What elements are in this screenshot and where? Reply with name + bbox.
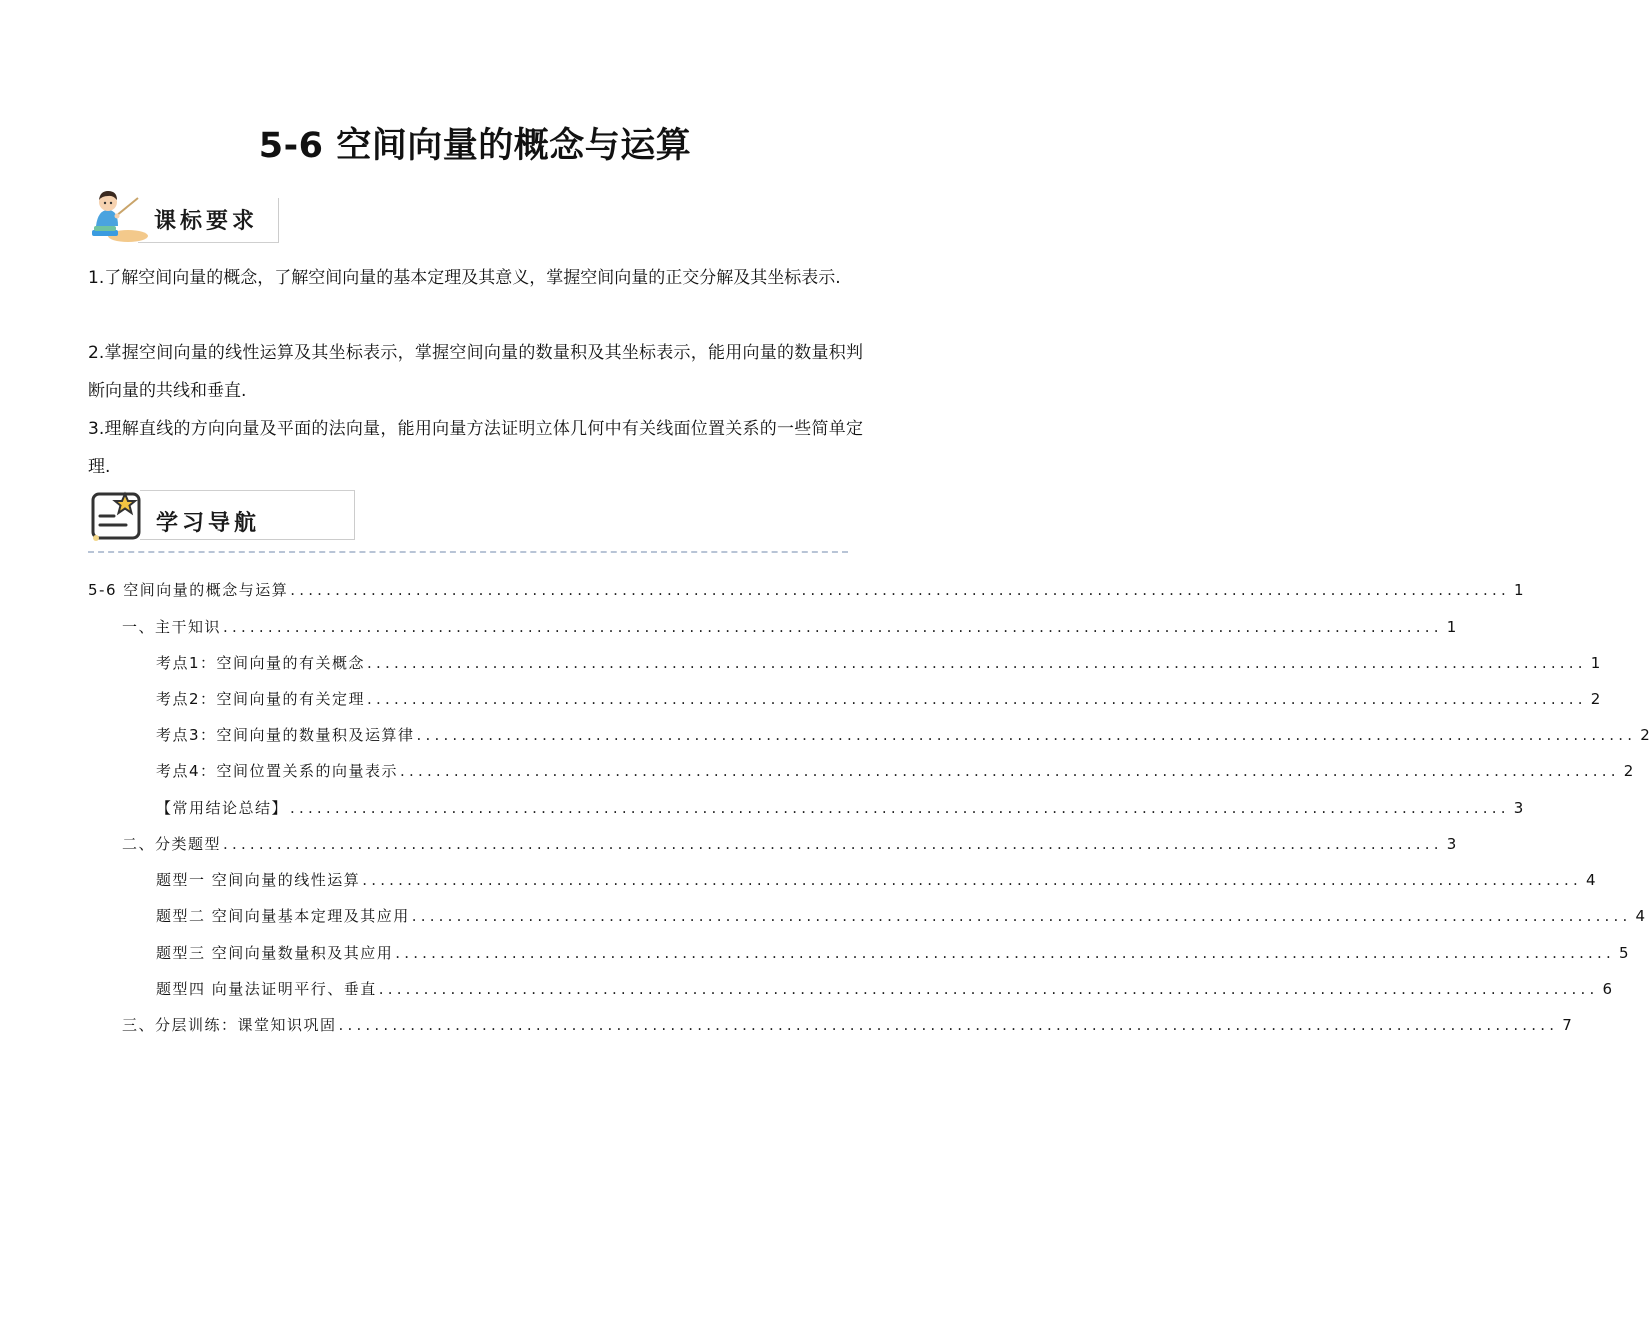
toc-entry[interactable] xyxy=(156,688,1601,710)
toc-entry[interactable] xyxy=(122,1014,1572,1036)
toc-entry[interactable] xyxy=(156,905,1645,927)
banner-label: 学习导航 xyxy=(156,510,261,536)
toc-leader: ........................................................................................................................................ xyxy=(411,907,1632,925)
toc-entry[interactable] xyxy=(156,797,1524,819)
toc-leader: ........................................................................................................................................ xyxy=(367,654,1587,672)
toc-entry-title: 【常用结论总结】 xyxy=(156,799,289,817)
notebook-star-icon xyxy=(88,488,148,552)
toc-entry[interactable] xyxy=(156,652,1601,674)
section-banner-requirements xyxy=(88,186,283,246)
requirement-item: 2.掌握空间向量的线性运算及其坐标表示，掌握空间向量的数量积及其坐标表示，能用向量的数量积判断向量的共线和垂直. xyxy=(88,343,863,401)
toc-page-number: 2 xyxy=(1640,726,1650,744)
toc-page-number: 3 xyxy=(1513,799,1524,817)
toc-entry-title: 考点4：空间位置关系的向量表示 xyxy=(156,762,399,780)
requirement-item: 3.理解直线的方向向量及平面的法向量，能用向量方法证明立体几何中有关线面位置关系的一些简单定理. xyxy=(88,419,863,477)
toc-entry-title: 一、主干知识 xyxy=(122,618,222,636)
toc-entry[interactable] xyxy=(88,579,1524,601)
toc-leader: ........................................................................................................................................ xyxy=(395,944,1615,962)
toc-entry-title: 考点2：空间向量的有关定理 xyxy=(156,690,366,708)
toc-entry-title: 二、分类题型 xyxy=(122,835,222,853)
toc-entry[interactable] xyxy=(122,616,1457,638)
toc-leader: ........................................................................................................................................ xyxy=(338,1016,1559,1034)
section-banner-guide xyxy=(88,488,358,548)
toc-entry[interactable] xyxy=(156,724,1650,746)
toc-entry-title: 5-6 空间向量的概念与运算 xyxy=(88,581,289,599)
toc-leader: ........................................................................................................................................ xyxy=(223,835,1443,853)
toc-page-number: 2 xyxy=(1623,762,1634,780)
toc-leader: ........................................................................................................................................ xyxy=(290,799,1510,817)
toc-page-number: 2 xyxy=(1590,690,1601,708)
teacher-icon xyxy=(88,186,148,250)
toc-entry-title: 题型四 向量法证明平行、垂直 xyxy=(156,980,377,998)
toc-leader: ........................................................................................................................................ xyxy=(416,726,1637,744)
toc-page-number: 3 xyxy=(1446,835,1457,853)
toc-leader: ........................................................................................................................................ xyxy=(400,762,1620,780)
toc-leader: ........................................................................................................................................ xyxy=(367,690,1587,708)
toc-page-number: 1 xyxy=(1513,581,1524,599)
toc-page-number: 4 xyxy=(1585,871,1596,889)
toc-entry-title: 考点3：空间向量的数量积及运算律 xyxy=(156,726,415,744)
toc-entry-title: 题型三 空间向量数量积及其应用 xyxy=(156,944,394,962)
toc-leader: ........................................................................................................................................ xyxy=(290,581,1510,599)
requirement-item: 1.了解空间向量的概念，了解空间向量的基本定理及其意义，掌握空间向量的正交分解及其坐标表示. xyxy=(88,268,841,288)
toc-leader: ........................................................................................................................................ xyxy=(362,871,1582,889)
toc-entry[interactable] xyxy=(156,942,1629,964)
toc-page-number: 4 xyxy=(1635,907,1645,925)
toc-page-number: 1 xyxy=(1590,654,1601,672)
toc-page-number: 7 xyxy=(1562,1016,1572,1034)
toc-entry[interactable] xyxy=(156,760,1634,782)
banner-label: 课标要求 xyxy=(154,208,259,234)
dashed-divider xyxy=(88,551,848,553)
toc-leader: ........................................................................................................................................ xyxy=(223,618,1443,636)
toc-page-number: 1 xyxy=(1446,618,1457,636)
page-title: 5-6 空间向量的概念与运算 xyxy=(258,126,692,166)
toc-entry-title: 题型二 空间向量基本定理及其应用 xyxy=(156,907,410,925)
toc-entry-title: 三、分层训练：课堂知识巩固 xyxy=(122,1016,337,1034)
toc-page-number: 5 xyxy=(1618,944,1629,962)
toc-page-number: 6 xyxy=(1602,980,1612,998)
toc-entry[interactable] xyxy=(122,833,1457,855)
toc-entry[interactable] xyxy=(156,869,1596,891)
toc-entry[interactable] xyxy=(156,978,1612,1000)
toc-leader: ........................................................................................................................................ xyxy=(378,980,1599,998)
toc-entry-title: 考点1：空间向量的有关概念 xyxy=(156,654,366,672)
toc-entry-title: 题型一 空间向量的线性运算 xyxy=(156,871,361,889)
